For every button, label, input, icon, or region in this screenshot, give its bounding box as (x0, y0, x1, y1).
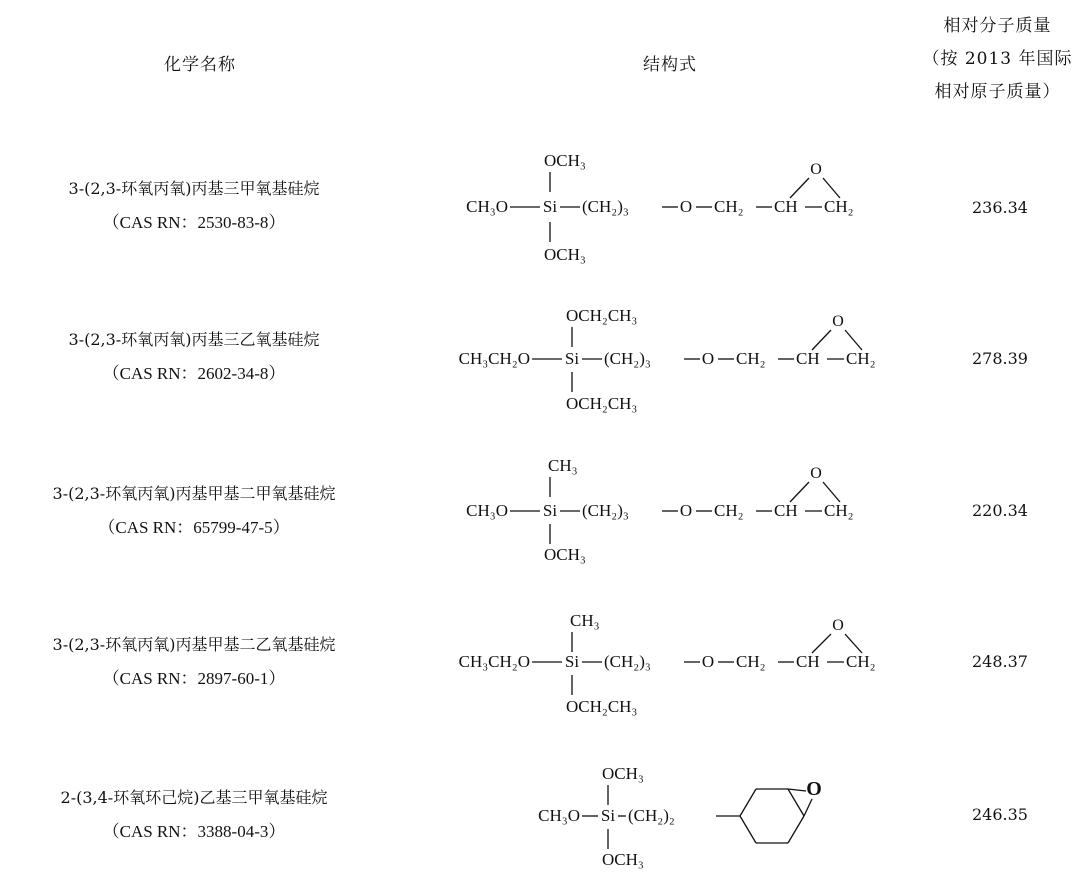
molecular-weight: 246.35 (972, 805, 1028, 824)
header-mw-line2: （按 2013 年国际 (922, 49, 1073, 69)
top-substituent: OCH₃ (544, 151, 586, 170)
header-mw-line3: 相对原子质量） (934, 82, 1061, 102)
top-substituent: CH₃ (548, 456, 578, 475)
epoxide-oxygen: O (832, 313, 844, 330)
compound-name: 3-(2,3-环氧丙氧)丙基甲基二甲氧基硅烷 (52, 484, 336, 503)
alkyl-chain: (CH₂)₃ (604, 349, 651, 368)
molecular-weight: 236.34 (972, 198, 1028, 217)
structural-formula (400, 283, 940, 433)
compound-name: 3-(2,3-环氧丙氧)丙基甲基二乙氧基硅烷 (52, 635, 336, 654)
methine-group: CH (774, 501, 798, 520)
top-substituent: OCH₃ (602, 764, 644, 783)
header-chemical-name: 化学名称 (164, 55, 236, 75)
methine-group: CH (796, 349, 820, 368)
bottom-substituent: OCH₃ (544, 245, 586, 264)
header-molecular-weight (915, 10, 1080, 109)
structural-formula (400, 727, 940, 877)
methine-group: CH (774, 197, 798, 216)
alkyl-chain: (CH₂)₃ (582, 197, 629, 216)
compound-name-cell (0, 477, 388, 545)
left-group: CH₃CH₂O (458, 652, 530, 671)
terminal-methylene: CH₂ (846, 349, 876, 368)
structural-formula (400, 433, 940, 583)
terminal-methylene: CH₂ (846, 652, 876, 671)
silicon-atom: Si (542, 197, 558, 216)
compound-row (0, 283, 1080, 433)
header-mw-line1: 相对分子质量 (943, 16, 1052, 36)
compound-name-cell (0, 628, 388, 696)
terminal-methylene: CH₂ (824, 501, 854, 520)
methylene-group: CH₂ (714, 501, 744, 520)
epoxide-oxygen: O (810, 161, 822, 178)
methylene-group: CH₂ (736, 652, 766, 671)
header-structure: 结构式 (643, 55, 697, 75)
compound-name-cell (0, 781, 388, 849)
compound-name-cell (0, 172, 388, 240)
molecular-weight: 278.39 (972, 349, 1028, 368)
left-group: CH₃CH₂O (458, 349, 530, 368)
ether-oxygen: O (679, 501, 693, 520)
compound-row (0, 586, 1080, 736)
bottom-substituent: OCH₃ (544, 545, 586, 564)
molecular-weight: 248.37 (972, 652, 1028, 671)
compound-row (0, 433, 1080, 583)
structural-formula (400, 586, 940, 736)
silicon-atom: Si (564, 652, 580, 671)
cas-number: （CAS RN：3388-04-3） (102, 822, 286, 841)
compound-name: 2-(3,4-环氧环己烷)乙基三甲氧基硅烷 (60, 788, 328, 807)
silicon-atom: Si (564, 349, 580, 368)
cas-number: （CAS RN：2530-83-8） (102, 213, 286, 232)
epoxide-oxygen: O (832, 617, 844, 634)
methylene-group: CH₂ (736, 349, 766, 368)
silicon-atom: Si (542, 501, 558, 520)
ether-oxygen: O (701, 652, 715, 671)
bottom-substituent: OCH₂CH₃ (566, 394, 638, 413)
compound-name: 3-(2,3-环氧丙氧)丙基三甲氧基硅烷 (68, 179, 320, 198)
alkyl-chain: (CH₂)₃ (604, 652, 651, 671)
top-substituent: CH₃ (570, 611, 600, 630)
cas-number: （CAS RN：2602-34-8） (102, 364, 286, 383)
left-group: CH₃O (466, 197, 508, 216)
methylene-group: CH₂ (714, 197, 744, 216)
compound-row (0, 727, 1080, 877)
methine-group: CH (796, 652, 820, 671)
silicon-atom: Si (600, 806, 616, 825)
ether-oxygen: O (701, 349, 715, 368)
bottom-substituent: OCH₂CH₃ (566, 697, 638, 716)
cas-number: （CAS RN：65799-47-5） (98, 518, 290, 537)
left-group: CH₃O (466, 501, 508, 520)
left-group: CH₃O (538, 806, 580, 825)
epoxide-oxygen: O (810, 465, 822, 482)
cas-number: （CAS RN：2897-60-1） (102, 669, 286, 688)
terminal-methylene: CH₂ (824, 197, 854, 216)
alkyl-chain: (CH₂)₃ (582, 501, 629, 520)
bottom-substituent: OCH₃ (602, 850, 644, 869)
epoxide-oxygen: O (806, 778, 822, 800)
compound-name: 3-(2,3-环氧丙氧)丙基三乙氧基硅烷 (68, 330, 320, 349)
alkyl-chain: (CH₂)₂ (628, 806, 675, 825)
compound-row (0, 130, 1080, 280)
structural-formula (400, 130, 940, 280)
top-substituent: OCH₂CH₃ (566, 306, 638, 325)
molecular-weight: 220.34 (972, 501, 1028, 520)
compound-name-cell (0, 323, 388, 391)
ether-oxygen: O (679, 197, 693, 216)
